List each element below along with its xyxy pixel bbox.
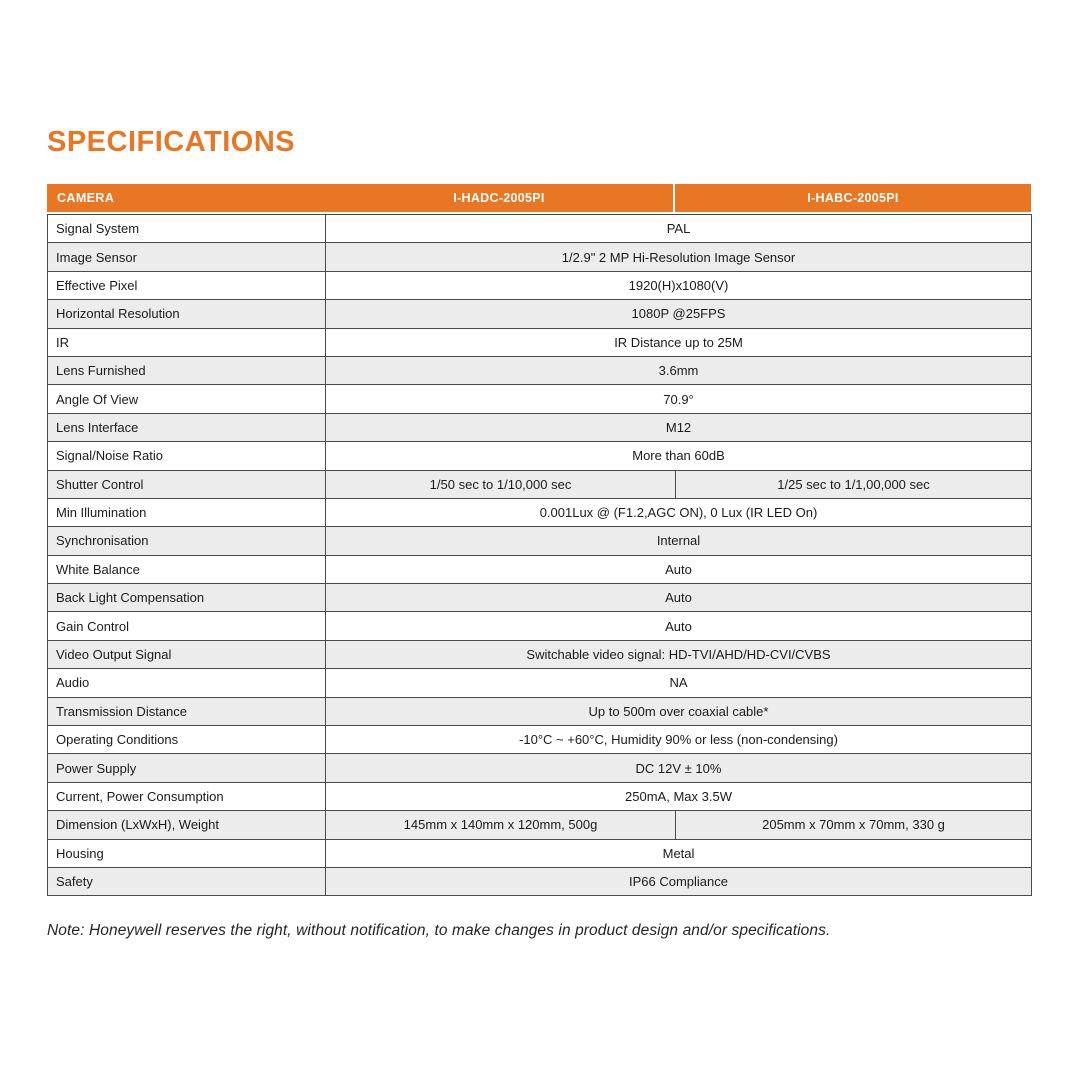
spec-value: M12 (326, 413, 1032, 441)
table-row (48, 811, 1032, 839)
spec-label: Dimension (LxWxH), Weight (48, 811, 326, 839)
spec-value: NA (326, 669, 1032, 697)
spec-value: Auto (326, 612, 1032, 640)
table-row (48, 413, 1032, 441)
spec-value: 1/2.9" 2 MP Hi-Resolution Image Sensor (326, 243, 1032, 271)
table-row (48, 328, 1032, 356)
spec-label: Back Light Compensation (48, 584, 326, 612)
spec-label: Image Sensor (48, 243, 326, 271)
spec-value: Auto (326, 555, 1032, 583)
spec-label: White Balance (48, 555, 326, 583)
spec-label: Lens Interface (48, 413, 326, 441)
table-row (48, 555, 1032, 583)
table-row (48, 385, 1032, 413)
spec-label: Horizontal Resolution (48, 300, 326, 328)
spec-value: 1/50 sec to 1/10,000 sec (326, 470, 676, 498)
spec-value: 1920(H)x1080(V) (326, 271, 1032, 299)
specifications-table (47, 184, 1031, 896)
spec-label: Current, Power Consumption (48, 782, 326, 810)
spec-label: Effective Pixel (48, 271, 326, 299)
spec-value: 70.9° (326, 385, 1032, 413)
spec-label: Audio (48, 669, 326, 697)
spec-value: 250mA, Max 3.5W (326, 782, 1032, 810)
table-row (48, 782, 1032, 810)
spec-value: Metal (326, 839, 1032, 867)
table-row (48, 470, 1032, 498)
spec-label: Video Output Signal (48, 640, 326, 668)
spec-value: IP66 Compliance (326, 867, 1032, 895)
page-title: SPECIFICATIONS (47, 126, 296, 158)
table-row (48, 697, 1032, 725)
spec-value: 145mm x 140mm x 120mm, 500g (326, 811, 676, 839)
table-row (48, 669, 1032, 697)
spec-label: Signal System (48, 215, 326, 243)
spec-value: 0.001Lux @ (F1.2,AGC ON), 0 Lux (IR LED On) (326, 498, 1032, 526)
spec-label: Safety (48, 867, 326, 895)
table-row (48, 839, 1032, 867)
table-row (48, 356, 1032, 384)
table-row (48, 612, 1032, 640)
spec-label: Power Supply (48, 754, 326, 782)
spec-value: PAL (326, 215, 1032, 243)
header-model-2: I-HABC-2005PI (807, 191, 899, 205)
spec-label: Housing (48, 839, 326, 867)
spec-value: Up to 500m over coaxial cable* (326, 697, 1032, 725)
table-row (48, 300, 1032, 328)
spec-table-body (47, 214, 1032, 896)
header-model-1: I-HADC-2005PI (325, 184, 675, 212)
spec-value: DC 12V ± 10% (326, 754, 1032, 782)
spec-value: Switchable video signal: HD-TVI/AHD/HD-CVI/CVBS (326, 640, 1032, 668)
spec-label: Lens Furnished (48, 356, 326, 384)
footnote: Note: Honeywell reserves the right, without notification, to make changes in product design and/or specifications. (47, 922, 831, 940)
spec-value: More than 60dB (326, 442, 1032, 470)
header-camera-label: CAMERA (57, 191, 115, 205)
table-row (48, 498, 1032, 526)
spec-label: Transmission Distance (48, 697, 326, 725)
spec-label: Signal/Noise Ratio (48, 442, 326, 470)
table-row (48, 867, 1032, 895)
spec-value: IR Distance up to 25M (326, 328, 1032, 356)
table-row (48, 726, 1032, 754)
spec-value: Auto (326, 584, 1032, 612)
spec-label: Shutter Control (48, 470, 326, 498)
table-row (48, 271, 1032, 299)
spec-value: -10°C ~ +60°C, Humidity 90% or less (non-condensing) (326, 726, 1032, 754)
spec-value: 1080P @25FPS (326, 300, 1032, 328)
table-row (48, 215, 1032, 243)
spec-label: IR (48, 328, 326, 356)
table-row (48, 754, 1032, 782)
spec-label: Min Illumination (48, 498, 326, 526)
spec-label: Synchronisation (48, 527, 326, 555)
spec-value: 3.6mm (326, 356, 1032, 384)
spec-value: 205mm x 70mm x 70mm, 330 g (676, 811, 1032, 839)
table-row (48, 584, 1032, 612)
table-row (48, 640, 1032, 668)
table-row (48, 243, 1032, 271)
spec-value: 1/25 sec to 1/1,00,000 sec (676, 470, 1032, 498)
table-header-row (47, 184, 1031, 212)
spec-label: Operating Conditions (48, 726, 326, 754)
spec-value: Internal (326, 527, 1032, 555)
spec-label: Gain Control (48, 612, 326, 640)
table-row (48, 442, 1032, 470)
table-row (48, 527, 1032, 555)
spec-label: Angle Of View (48, 385, 326, 413)
